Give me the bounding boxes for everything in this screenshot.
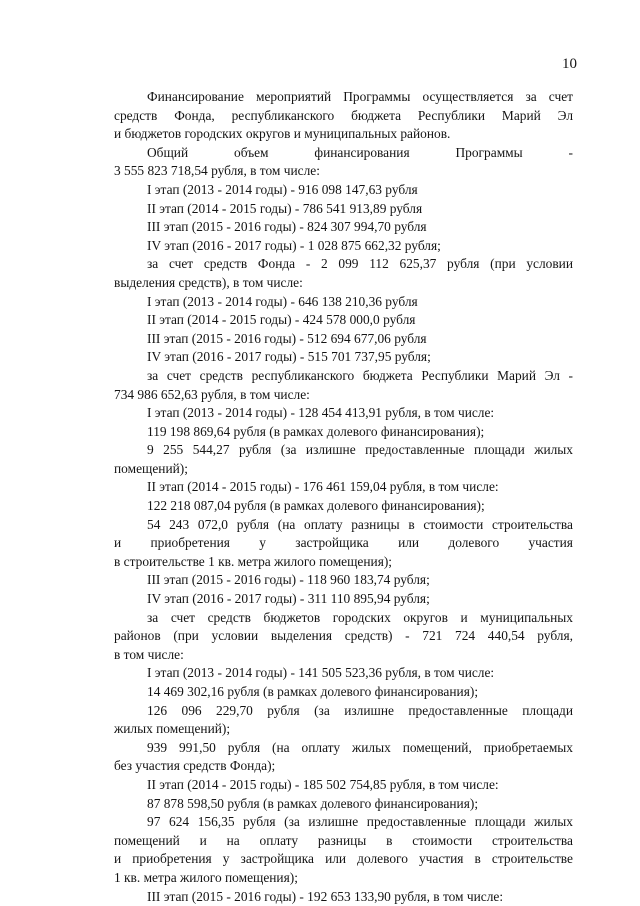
text-line: в том числе: xyxy=(114,646,184,662)
text-word: участия xyxy=(528,535,573,551)
text-line: средств Фонда, республиканского бюджета Республики Марий Эл xyxy=(114,107,573,123)
text-line: районов (при условии выделения средств) - 721 724 440,54 рубля, xyxy=(114,628,573,644)
text-line: 54 243 072,0 рубля (на оплату разницы в стоимости строительства xyxy=(147,516,573,532)
text-line: II этап (2014 - 2015 годы) - 786 541 913,89 рубля xyxy=(147,200,423,216)
text-word: - xyxy=(568,144,573,160)
text-line: Финансирование мероприятий Программы осуществляется за счет xyxy=(147,89,573,104)
text-line: 734 986 652,63 рубля, в том числе: xyxy=(114,386,310,402)
text-line: IV этап (2016 - 2017 годы) - 515 701 737,95 рубля; xyxy=(147,349,431,365)
text-line: I этап (2013 - 2014 годы) - 916 098 147,63 рубля xyxy=(147,181,418,197)
text-word: у xyxy=(259,535,266,551)
text-word: финансирования xyxy=(314,144,410,160)
text-word: Программы xyxy=(455,144,523,160)
text-line: 3 555 823 718,54 рубля, в том числе: xyxy=(114,163,320,179)
text-word: объем xyxy=(234,144,269,160)
text-line: IV этап (2016 - 2017 годы) - 311 110 895,94 рубля; xyxy=(147,591,430,607)
text-line: III этап (2015 - 2016 годы) - 512 694 677,06 рубля xyxy=(147,330,427,346)
text-line: жилых помещений); xyxy=(114,721,231,737)
text-line: III этап (2015 - 2016 годы) - 192 653 133,90 рубля, в том числе: xyxy=(147,888,504,904)
text-word: приобретения xyxy=(150,535,230,551)
text-line: и приобретения у застройщика или долевого участия в строительстве xyxy=(114,851,573,867)
text-line: I этап (2013 - 2014 годы) - 128 454 413,91 рубля, в том числе: xyxy=(147,405,495,421)
page-number: 10 xyxy=(562,56,577,72)
text-line xyxy=(114,144,573,163)
text-line: в строительстве 1 кв. метра жилого помещения); xyxy=(114,553,393,569)
document-body xyxy=(114,88,573,906)
text-line: 97 624 156,35 рубля (за излишне предоставленные площади жилых xyxy=(147,814,573,830)
text-line: 126 096 229,70 рубля (за излишне предоставленные площади xyxy=(147,702,573,718)
text-line: 119 198 869,64 рубля (в рамках долевого финансирования); xyxy=(147,423,485,439)
text-line: без участия средств Фонда); xyxy=(114,758,276,774)
text-line: II этап (2014 - 2015 годы) - 176 461 159,04 рубля, в том числе: xyxy=(147,479,499,495)
text-word: и xyxy=(114,535,122,551)
text-line: и бюджетов городских округов и муниципальных районов. xyxy=(114,126,451,142)
text-word: Общий xyxy=(147,144,189,160)
text-line: за счет средств республиканского бюджета Республики Марий Эл - xyxy=(147,367,573,383)
text-line: помещений); xyxy=(114,460,188,476)
text-line: 122 218 087,04 рубля (в рамках долевого финансирования); xyxy=(147,498,485,514)
text-line: I этап (2013 - 2014 годы) - 141 505 523,36 рубля, в том числе: xyxy=(147,665,495,681)
text-line: I этап (2013 - 2014 годы) - 646 138 210,36 рубля xyxy=(147,293,418,309)
text-line: 87 878 598,50 рубля (в рамках долевого финансирования); xyxy=(147,795,479,811)
text-line: выделения средств), в том числе: xyxy=(114,274,303,290)
text-line: за счет средств бюджетов городских округов и муниципальных xyxy=(147,609,573,625)
text-line: помещений и на оплату разницы в стоимости строительства xyxy=(114,832,573,848)
text-line xyxy=(114,534,573,553)
text-line: 1 кв. метра жилого помещения); xyxy=(114,869,298,885)
text-word: долевого xyxy=(448,535,500,551)
text-line: за счет средств Фонда - 2 099 112 625,37 рубля (при условии xyxy=(147,256,573,272)
text-line: 9 255 544,27 рубля (за излишне предоставленные площади жилых xyxy=(147,442,573,458)
text-line: 939 991,50 рубля (на оплату жилых помещений, приобретаемых xyxy=(147,739,573,755)
text-line: II этап (2014 - 2015 годы) - 424 578 000,0 рубля xyxy=(147,312,416,328)
text-line: III этап (2015 - 2016 годы) - 824 307 994,70 рубля xyxy=(147,219,427,235)
text-line: II этап (2014 - 2015 годы) - 185 502 754,85 рубля, в том числе: xyxy=(147,776,499,792)
text-word: или xyxy=(398,535,420,551)
text-line: 14 469 302,16 рубля (в рамках долевого финансирования); xyxy=(147,684,479,699)
text-line: III этап (2015 - 2016 годы) - 118 960 183,74 рубля; xyxy=(147,572,430,588)
text-line: IV этап (2016 - 2017 годы) - 1 028 875 662,32 рубля; xyxy=(147,237,441,253)
text-word: застройщика xyxy=(295,535,369,551)
